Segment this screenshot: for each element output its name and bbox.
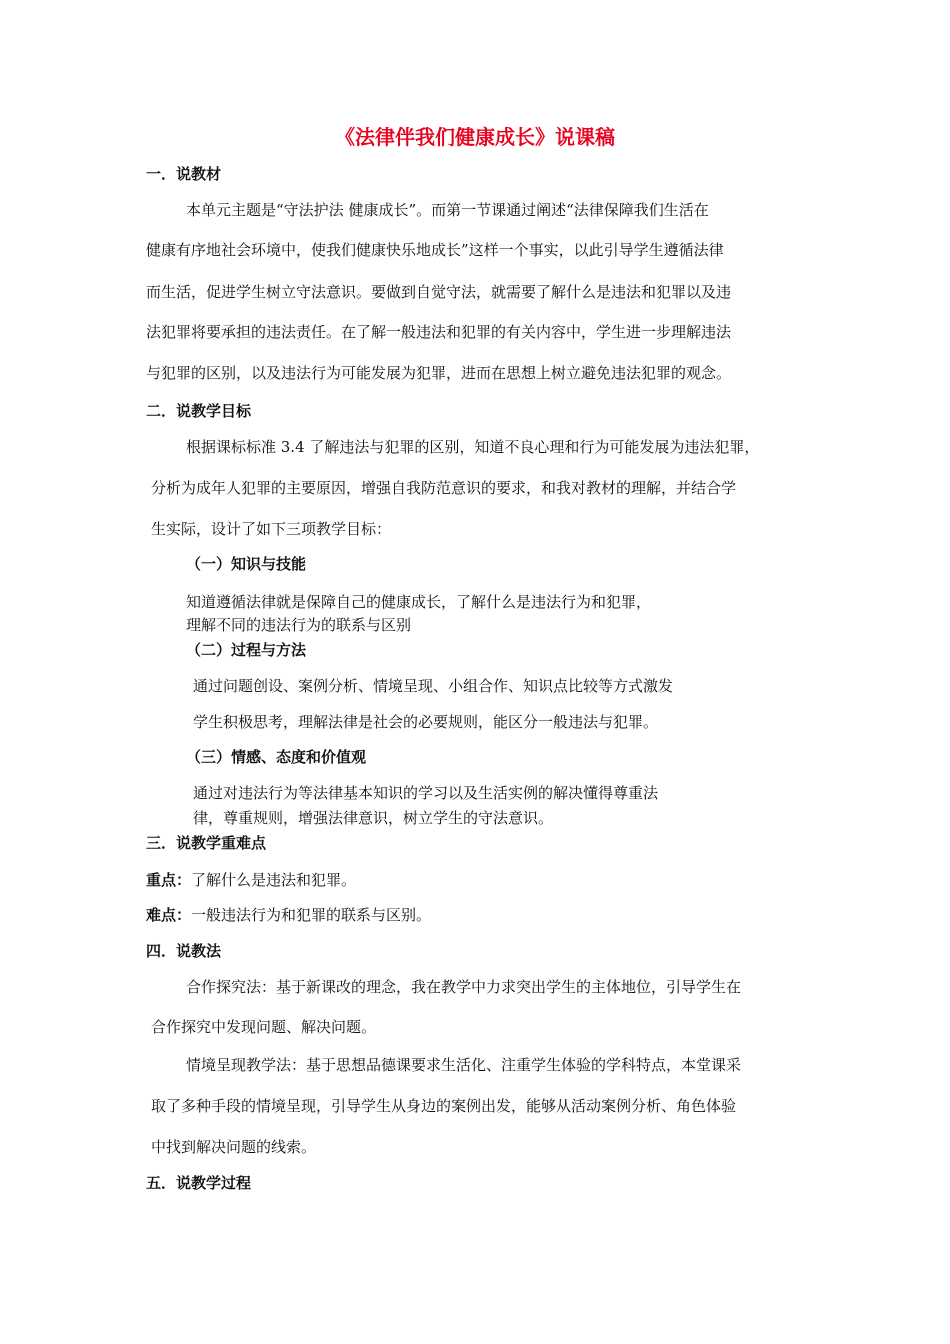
paragraph-line: 与犯罪的区别，以及违法行为可能发展为犯罪，进而在思想上树立避免违法犯罪的观念。 bbox=[146, 364, 732, 382]
paragraph-line: 知道遵循法律就是保障自己的健康成长，了解什么是违法行为和犯罪， bbox=[186, 593, 652, 611]
paragraph-line: 取了多种手段的情境呈现，引导学生从身边的案例出发，能够从活动案例分析、角色体验 bbox=[151, 1097, 737, 1115]
section-1-heading: 一．说教材 bbox=[146, 165, 222, 183]
paragraph-line: 健康有序地社会环境中，使我们健康快乐地成长”这样一个事实，以此引导学生遵循法律 bbox=[146, 241, 724, 259]
paragraph-line: 合作探究中发现问题、解决问题。 bbox=[151, 1018, 377, 1036]
paragraph-line: 通过对违法行为等法律基本知识的学习以及生活实例的解决懂得尊重法 bbox=[193, 784, 659, 802]
paragraph-line: 律，尊重规则，增强法律意识，树立学生的守法意识。 bbox=[193, 809, 554, 827]
paragraph-line: 本单元主题是“守法护法 健康成长”。而第一节课通过阐述“法律保障我们生活在 bbox=[186, 201, 709, 219]
paragraph-line: 通过问题创设、案例分析、情境呈现、小组合作、知识点比较等方式激发 bbox=[193, 677, 674, 695]
goal-1-heading: （一）知识与技能 bbox=[186, 555, 307, 573]
paragraph-line: 根据课标标准 3.4 了解违法与犯罪的区别，知道不良心理和行为可能发展为违法犯罪， bbox=[186, 438, 760, 456]
section-2-heading: 二．说教学目标 bbox=[146, 402, 252, 420]
key-point-text: 了解什么是违法和犯罪。 bbox=[191, 871, 357, 889]
section-4-heading: 四．说教法 bbox=[146, 942, 222, 960]
paragraph-line: 生实际，设计了如下三项教学目标： bbox=[151, 520, 392, 538]
paragraph-line: 情境呈现教学法：基于思想品德课要求生活化、注重学生体验的学科特点，本堂课采 bbox=[186, 1056, 742, 1074]
paragraph-line: 而生活，促进学生树立守法意识。要做到自觉守法，就需要了解什么是违法和犯罪以及违 bbox=[146, 283, 732, 301]
paragraph-line: 理解不同的违法行为的联系与区别 bbox=[186, 616, 412, 634]
paragraph-line: 学生积极思考，理解法律是社会的必要规则，能区分一般违法与犯罪。 bbox=[193, 713, 659, 731]
difficult-point bbox=[146, 904, 431, 926]
section-3-heading: 三．说教学重难点 bbox=[146, 834, 267, 852]
key-point-label: 重点： bbox=[146, 871, 192, 889]
document-title: 《法律伴我们健康成长》说课稿 bbox=[335, 125, 615, 149]
difficult-point-label: 难点： bbox=[146, 906, 192, 924]
section-5-heading: 五．说教学过程 bbox=[146, 1174, 252, 1192]
paragraph-line: 合作探究法：基于新课改的理念，我在教学中力求突出学生的主体地位，引导学生在 bbox=[186, 978, 742, 996]
key-point bbox=[146, 869, 356, 891]
goal-2-heading: （二）过程与方法 bbox=[186, 641, 307, 659]
paragraph-line: 分析为成年人犯罪的主要原因，增强自我防范意识的要求，和我对教材的理解，并结合学 bbox=[151, 479, 737, 497]
paragraph-line: 法犯罪将要承担的违法责任。在了解一般违法和犯罪的有关内容中，学生进一步理解违法 bbox=[146, 323, 732, 341]
paragraph-line: 中找到解决问题的线索。 bbox=[151, 1138, 317, 1156]
goal-3-heading: （三）情感、态度和价值观 bbox=[186, 748, 367, 766]
difficult-point-text: 一般违法行为和犯罪的联系与区别。 bbox=[191, 906, 432, 924]
